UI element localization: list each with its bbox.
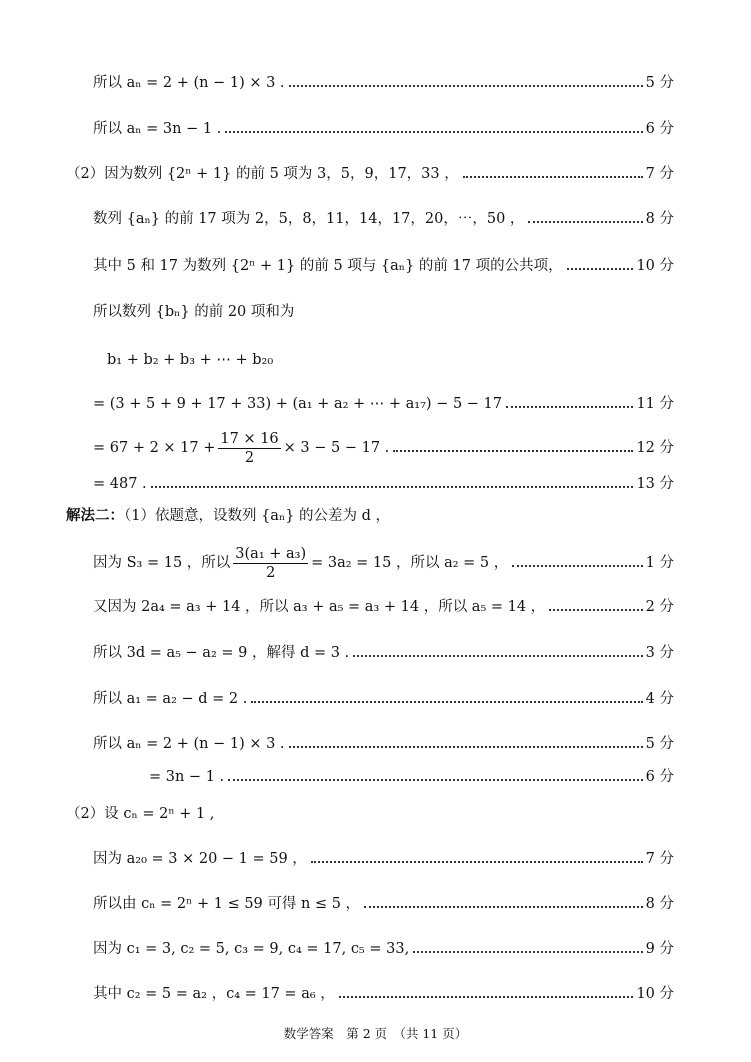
dot-leader	[512, 564, 642, 567]
line-text: 所以由 cₙ = 2ⁿ + 1 ≤ 59 可得 n ≤ 5 ，	[93, 896, 361, 912]
answer-line	[93, 643, 674, 663]
dot-leader	[353, 654, 642, 657]
dot-leader	[289, 84, 643, 87]
score-label: 7 分	[645, 851, 674, 867]
score-label: 6 分	[645, 121, 674, 137]
dot-leader	[567, 267, 634, 270]
answer-line	[93, 597, 674, 617]
line-text: = (3 + 5 + 9 + 17 + 33) + (a₁ + a₂ + ⋯ + a₁₇) − 5 − 17	[93, 396, 503, 412]
answer-line	[66, 164, 674, 184]
answer-line	[66, 506, 390, 526]
fraction	[218, 430, 280, 467]
dot-leader	[289, 745, 643, 748]
answer-line	[93, 428, 674, 468]
answer-line	[93, 474, 674, 494]
line-text: = 3a₂ = 15 ，所以 a₂ = 5 ，	[311, 555, 509, 571]
dot-leader	[413, 950, 642, 953]
line-text: 其中 c₂ = 5 = a₂ ，c₄ = 17 = a₆ ，	[93, 986, 335, 1002]
answer-line	[93, 119, 674, 139]
score-label: 6 分	[645, 769, 674, 785]
answer-line	[93, 256, 674, 276]
answer-line	[93, 894, 674, 914]
line-text: 数列 {aₙ} 的前 17 项为 2，5，8，11，14，17，20，⋯，50 ，	[93, 211, 525, 227]
line-text: 所以 aₙ = 3n − 1 .	[93, 121, 222, 137]
dot-leader	[311, 860, 643, 863]
answer-line	[93, 543, 674, 583]
line-text: 因为 c₁ = 3, c₂ = 5, c₃ = 9, c₄ = 17, c₅ = 33,	[93, 941, 410, 957]
line-text: 又因为 2a₄ = a₃ + 14 ，所以 a₃ + a₅ = a₃ + 14 ，所以 a₅ = 14 ，	[93, 599, 546, 615]
line-text: （1）依题意，设数列 {aₙ} 的公差为 d ，	[124, 508, 391, 524]
fraction-denominator: 2	[244, 449, 255, 466]
answer-line	[93, 734, 674, 754]
line-text: 所以 3d = a₅ − a₂ = 9 ，解得 d = 3 .	[93, 645, 350, 661]
score-label: 1 分	[645, 555, 674, 571]
answer-line	[93, 394, 674, 414]
dot-leader	[339, 995, 634, 998]
score-label: 10 分	[636, 986, 674, 1002]
line-text: × 3 − 5 − 17 .	[283, 440, 390, 456]
answer-line	[93, 73, 674, 93]
line-text: 其中 5 和 17 为数列 {2ⁿ + 1} 的前 5 项与 {aₙ} 的前 17 项的公共项，	[93, 258, 563, 274]
dot-leader	[506, 405, 633, 408]
answer-line	[149, 767, 674, 787]
answer-line	[93, 209, 674, 229]
line-text: = 67 + 2 × 17 +	[93, 440, 216, 456]
dot-leader	[225, 130, 642, 133]
line-text: （2）因为数列 {2ⁿ + 1} 的前 5 项为 3，5，9，17，33 ，	[66, 166, 459, 182]
answer-line: （2）设 cₙ = 2ⁿ + 1 ,	[66, 806, 215, 822]
score-label: 3 分	[645, 645, 674, 661]
dot-leader	[251, 700, 642, 703]
answer-line	[93, 849, 674, 869]
dot-leader	[463, 175, 643, 178]
dot-leader	[151, 485, 634, 488]
dot-leader	[393, 449, 633, 452]
score-label: 5 分	[645, 736, 674, 752]
dot-leader	[228, 778, 643, 781]
solution-label: 解法二：	[66, 507, 124, 524]
score-label: 9 分	[645, 941, 674, 957]
line-text: 因为 S₃ = 15 ，所以	[93, 555, 231, 571]
score-label: 2 分	[645, 599, 674, 615]
line-text: 所以 aₙ = 2 + (n − 1) × 3 .	[93, 75, 285, 91]
fraction	[233, 545, 308, 582]
answer-line	[93, 939, 674, 959]
line-text: 所以 aₙ = 2 + (n − 1) × 3 .	[93, 736, 285, 752]
line-text: = 3n − 1 .	[149, 769, 225, 785]
score-label: 4 分	[645, 691, 674, 707]
line-text: 所以 a₁ = a₂ − d = 2 .	[93, 691, 248, 707]
score-label: 7 分	[645, 166, 674, 182]
page-footer: 数学答案 第 2 页 （共 11 页）	[283, 1026, 468, 1041]
fraction-numerator: 3(a₁ + a₃)	[235, 545, 307, 562]
score-label: 10 分	[636, 258, 674, 274]
score-label: 5 分	[645, 75, 674, 91]
fraction-numerator: 17 × 16	[220, 430, 279, 447]
line-text: = 487 .	[93, 476, 147, 492]
score-label: 13 分	[636, 476, 674, 492]
score-label: 8 分	[645, 211, 674, 227]
score-label: 12 分	[636, 440, 674, 456]
line-text: 因为 a₂₀ = 3 × 20 − 1 = 59 ，	[93, 851, 307, 867]
score-label: 11 分	[636, 396, 674, 412]
dot-leader	[549, 608, 642, 611]
answer-line: 所以数列 {bₙ} 的前 20 项和为	[93, 304, 295, 320]
fraction-denominator: 2	[266, 564, 276, 581]
answer-line	[93, 689, 674, 709]
score-label: 8 分	[645, 896, 674, 912]
answer-line: b₁ + b₂ + b₃ + ⋯ + b₂₀	[107, 352, 274, 368]
answer-line	[93, 984, 674, 1004]
dot-leader	[528, 220, 642, 223]
dot-leader	[364, 905, 643, 908]
